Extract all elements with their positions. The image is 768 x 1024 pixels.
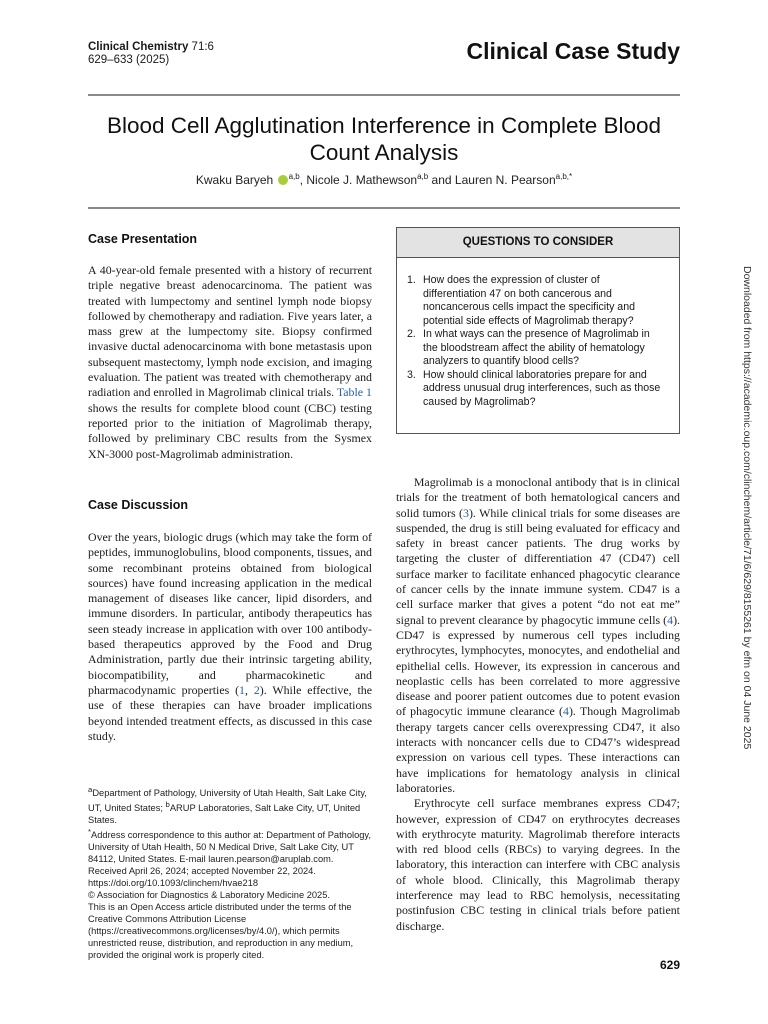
right-column-text: Magrolimab is a monoclonal antibody that is in clinical trials for the treatment of both hematological cancers and solid tumors (3). While clinical trials for some diseases are suspended, the drug is still being evaluated for efficacy and safety in breast cancer patients. The drug works by targeting the cluster of differentiation 47 (CD47) cell surface marker to facilitate enhanced phagocytic clearance of cancer cells by the innate immune system. CD47 is a cell surface marker that gives a potent “do not eat me” signal to prevent clearance by phagocytic immune cells (4). CD47 is expressed by numerous cell types including erythrocytes, lymphocytes, monocytes, and endothelial and epithelial cells. However, its expression in cancerous and neoplastic cells has been correlated to more aggressive disease and poorer patient outcomes due to potent evasion of phagocytic immune clearance (4). Though Magrolimab therapy targets cancer cells overexpressing CD47, it also interacts with noncancer cells due to CD47’s widespread expression on various cell types. These interactions can have implications for hematology analysis in clinical laboratories. Erythrocyte cell surface membranes express CD47; however, expression of CD47 on erythrocytes decreases with erythrocyte maturity. Magrolimab therefore interacts with red blood cells (RBCs) to varying degrees. In the laboratory, this interaction can interfere with CBC analysis of whole blood. Clinically, this Magrolimab therapy interference may lead to RBC hemolysis, necessitating postinfusion CBC testing in clinical trials before patient discharge. bbox=[396, 475, 680, 933]
article-type: Clinical Case Study bbox=[466, 38, 680, 64]
reference-link[interactable]: 1 bbox=[239, 682, 245, 697]
article-title: Blood Cell Agglutination Interference in Complete Blood Count Analysis bbox=[106, 113, 662, 165]
author-line: Kwaku Baryeh $^{a,b}$, Nicole J. Mathewson$^{a,b}$ and Lauren N. Pearson$^{a,b,*}$ bbox=[195, 172, 573, 187]
orcid-icon[interactable] bbox=[278, 175, 288, 185]
reference-link[interactable]: 2 bbox=[253, 682, 260, 697]
case-discussion-heading: Case Discussion bbox=[88, 498, 189, 512]
doi-link[interactable]: https://doi.org/10.1093/clinchem/hvae218 bbox=[88, 878, 259, 889]
journal-name: Clinical Chemistry bbox=[88, 41, 189, 53]
table-1-link[interactable]: Table 1 bbox=[336, 385, 372, 400]
reference-link[interactable]: 4 bbox=[667, 612, 674, 627]
case-presentation-heading: Case Presentation bbox=[88, 232, 198, 246]
correspondence-note: *Address correspondence to this author at: Department of Pathology, University of Utah Health, 50 N Medical Drive, Salt Lake City, UT 84112, United States. E-mail lauren.pearson@aruplab.com. bbox=[88, 827, 371, 865]
journal-citation bbox=[88, 41, 214, 67]
paragraph: Erythrocyte cell surface membranes express CD47; however, expression of CD47 on erythrocytes decreases with erythrocyte maturity. Magrolimab therefore interacts with red blood cells (RBCs) to varying degrees. In the laboratory, this interaction can interfere with CBC analysis of whole blood. Clinically, this Magrolimab therapy interference may lead to RBC hemolysis, necessitating postinfusion CBC testing in clinical trials before patient discharge. bbox=[396, 796, 680, 933]
case-discussion-text: Over the years, biologic drugs (which may take the form of peptides, immunoglobulins, blood components, tissues, and some recombinant proteins obtained from biological sources) have found increasing application in the medical management of diseases like cancer, lipid disorders, and immune disorders. In particular, antibody therapeutics has seen steady increase in application with over 100 antibody-based therapeutics approved by the Food and Drug Administration, partly due their intrinsic targeting ability, biocompatibility, and pharmacokinetic and pharmacodynamic properties (1, 2). While effective, the use of these therapies can have broader implications beyond intended treatment effects, as discussed in this case study. bbox=[88, 530, 372, 743]
page-number: 629 bbox=[659, 958, 680, 972]
title-rule bbox=[88, 207, 680, 209]
case-presentation-text: A 40-year-old female presented with a history of recurrent triple negative breast adenocarcinoma. The patient was treated with lumpectomy and sentinel lymph node biopsy followed by chemotherapy and radiation. Five years later, a mass grew at the lumpectomy site. Biopsy confirmed invasive ductal adenocarcinoma with bone metastasis upon subsequent mastectomy, lymph node excision, and imaging evaluation. The patient was treated with chemotherapy and radiation and enrolled in Magrolimab clinical trials. Table 1 shows the results for complete blood count (CBC) testing reported prior to the initiation of Magrolimab therapy, followed by preliminary CBC results from the Sysmex XN-3000 post-Magrolimab administration. bbox=[88, 263, 372, 461]
question-item: 1. How does the expression of cluster of differentiation 47 on both cancerous and noncancerous cells impact the specificity and potential side effects of Magrolimab therapy? bbox=[407, 274, 635, 327]
author-affil: a,b bbox=[417, 172, 429, 181]
author-name[interactable]: Kwaku Baryeh bbox=[195, 173, 274, 187]
author-affil: a,b bbox=[288, 172, 300, 181]
questions-box bbox=[396, 227, 680, 434]
pages-year: 629–633 (2025) bbox=[88, 54, 170, 66]
reference-link[interactable]: 4 bbox=[563, 704, 569, 719]
reference-link[interactable]: 3 bbox=[463, 505, 469, 520]
author-name[interactable]: Nicole J. Mathewson bbox=[306, 173, 418, 187]
question-item: 3. How should clinical laboratories prepare for and address unusual drug interferences, such as those caused by Magrolimab? bbox=[407, 368, 661, 408]
footnotes bbox=[88, 784, 378, 961]
license-text: This is an Open Access article distributed under the terms of the Creative Commons Attribution License (https://creativecommons.org/licenses/by/4.0/), which permits unrestricted reuse, distribution, and reproduction in any medium, provided the original work is properly cited. bbox=[88, 902, 354, 961]
affiliation-note: $^a$Department of Pathology, University of Utah Health, Salt Lake City, UT, United States; $^b$ARUP Laboratories, Salt Lake City, UT, United States. bbox=[88, 785, 367, 826]
question-item: 2. In what ways can the presence of Magrolimab in the bloodstream affect the ability of hematology analyzers to quantify blood cells? bbox=[407, 328, 650, 367]
author-affil: a,b,* bbox=[555, 172, 573, 181]
author-name[interactable]: Lauren N. Pearson bbox=[454, 173, 556, 187]
received-dates: Received April 26, 2024; accepted November 22, 2024. bbox=[88, 866, 316, 877]
questions-heading: QUESTIONS TO CONSIDER bbox=[397, 228, 679, 258]
questions-list bbox=[407, 274, 663, 409]
volume-issue: 71:6 bbox=[191, 41, 214, 53]
download-watermark: Downloaded from https://academic.oup.com/clinchem/article/71/6/629/8155261 by efm on 04 June 2025 bbox=[741, 266, 753, 750]
top-rule bbox=[88, 94, 680, 96]
copyright: © Association for Diagnostics & Laboratory Medicine 2025. bbox=[88, 890, 330, 901]
